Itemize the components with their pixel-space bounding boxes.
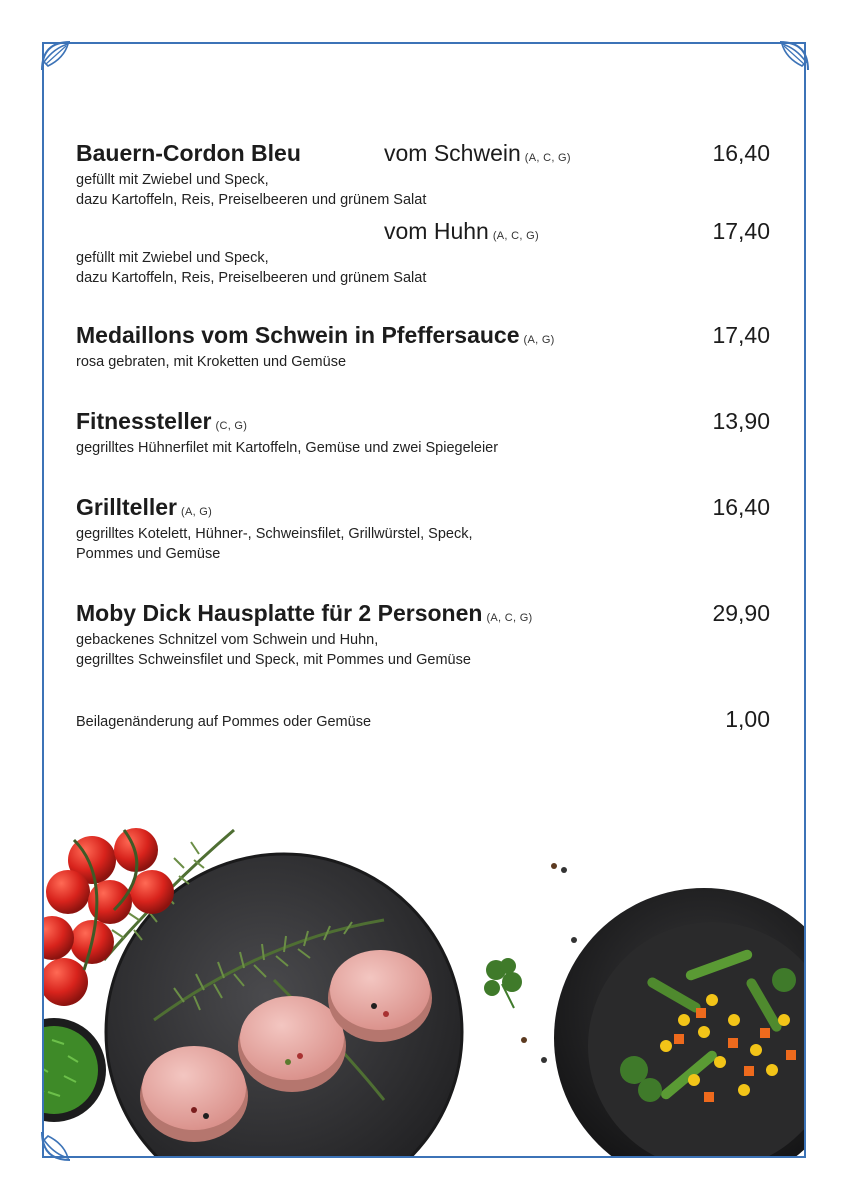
vegetable-bowl <box>554 888 804 1156</box>
menu-content <box>76 140 772 736</box>
allergen-codes: (A, G) <box>180 506 213 518</box>
corner-ornament-top-left-icon <box>40 40 80 80</box>
note-text: Beilagenänderung auf Pommes oder Gemüse <box>76 714 372 730</box>
allergen-codes: (C, G) <box>215 420 248 432</box>
dish-price: 13,90 <box>712 408 770 434</box>
menu-item-hausplatte <box>76 600 772 670</box>
menu-item-grillteller <box>76 494 772 564</box>
dish-variant <box>384 140 571 167</box>
note-price: 1,00 <box>725 706 770 732</box>
food-photo <box>44 770 804 1156</box>
menu-item-medaillons <box>76 322 772 372</box>
dish-title <box>76 322 555 349</box>
dish-price: 17,40 <box>712 322 770 348</box>
dish-price: 16,40 <box>712 494 770 520</box>
dish-price: 16,40 <box>712 140 770 166</box>
corner-ornament-top-right-icon <box>770 40 810 80</box>
dish-description: gefüllt mit Zwiebel und Speck, dazu Kartoffeln, Reis, Preiselbeeren und grünem Salat <box>76 250 427 286</box>
dish-title <box>76 408 247 435</box>
dish-description: gegrilltes Kotelett, Hühner-, Schweinsfilet, Grillwürstel, Speck, Pommes und Gemüse <box>76 526 473 562</box>
allergen-codes: (A, C, G) <box>492 230 539 242</box>
variant-name: vom Schwein <box>384 140 521 166</box>
allergen-codes: (A, G) <box>523 334 555 346</box>
dish-description: rosa gebraten, mit Kroketten und Gemüse <box>76 354 347 370</box>
dish-price: 17,40 <box>712 218 770 244</box>
dish-description: gebackenes Schnitzel vom Schwein und Huhn, gegrilltes Schweinsfilet und Speck, mit Pommes und Gemüse <box>76 632 471 668</box>
menu-item-cordon-bleu <box>76 140 772 288</box>
dish-variant <box>384 218 539 245</box>
allergen-codes: (A, C, G) <box>486 612 533 624</box>
dish-name: Grillteller <box>76 494 177 520</box>
allergen-codes: (A, C, G) <box>524 152 571 164</box>
dish-title: Bauern-Cordon Bleu <box>76 140 301 166</box>
menu-item-fitnessteller <box>76 408 772 458</box>
dish-title <box>76 600 533 627</box>
dish-name: Medaillons vom Schwein in Pfeffersauce <box>76 322 520 348</box>
dish-description: gefüllt mit Zwiebel und Speck, dazu Kartoffeln, Reis, Preiselbeeren und grünem Salat <box>76 172 427 208</box>
dish-description: gegrilltes Hühnerfilet mit Kartoffeln, Gemüse und zwei Spiegeleier <box>76 440 499 456</box>
dish-title <box>76 494 212 521</box>
side-dish-change-note <box>76 706 772 736</box>
chives-bowl <box>44 1018 106 1122</box>
dish-name: Fitnessteller <box>76 408 212 434</box>
dish-price: 29,90 <box>712 600 770 626</box>
parsley-leaf <box>484 958 522 1008</box>
dish-name: Moby Dick Hausplatte für 2 Personen <box>76 600 483 626</box>
variant-name: vom Huhn <box>384 218 489 244</box>
